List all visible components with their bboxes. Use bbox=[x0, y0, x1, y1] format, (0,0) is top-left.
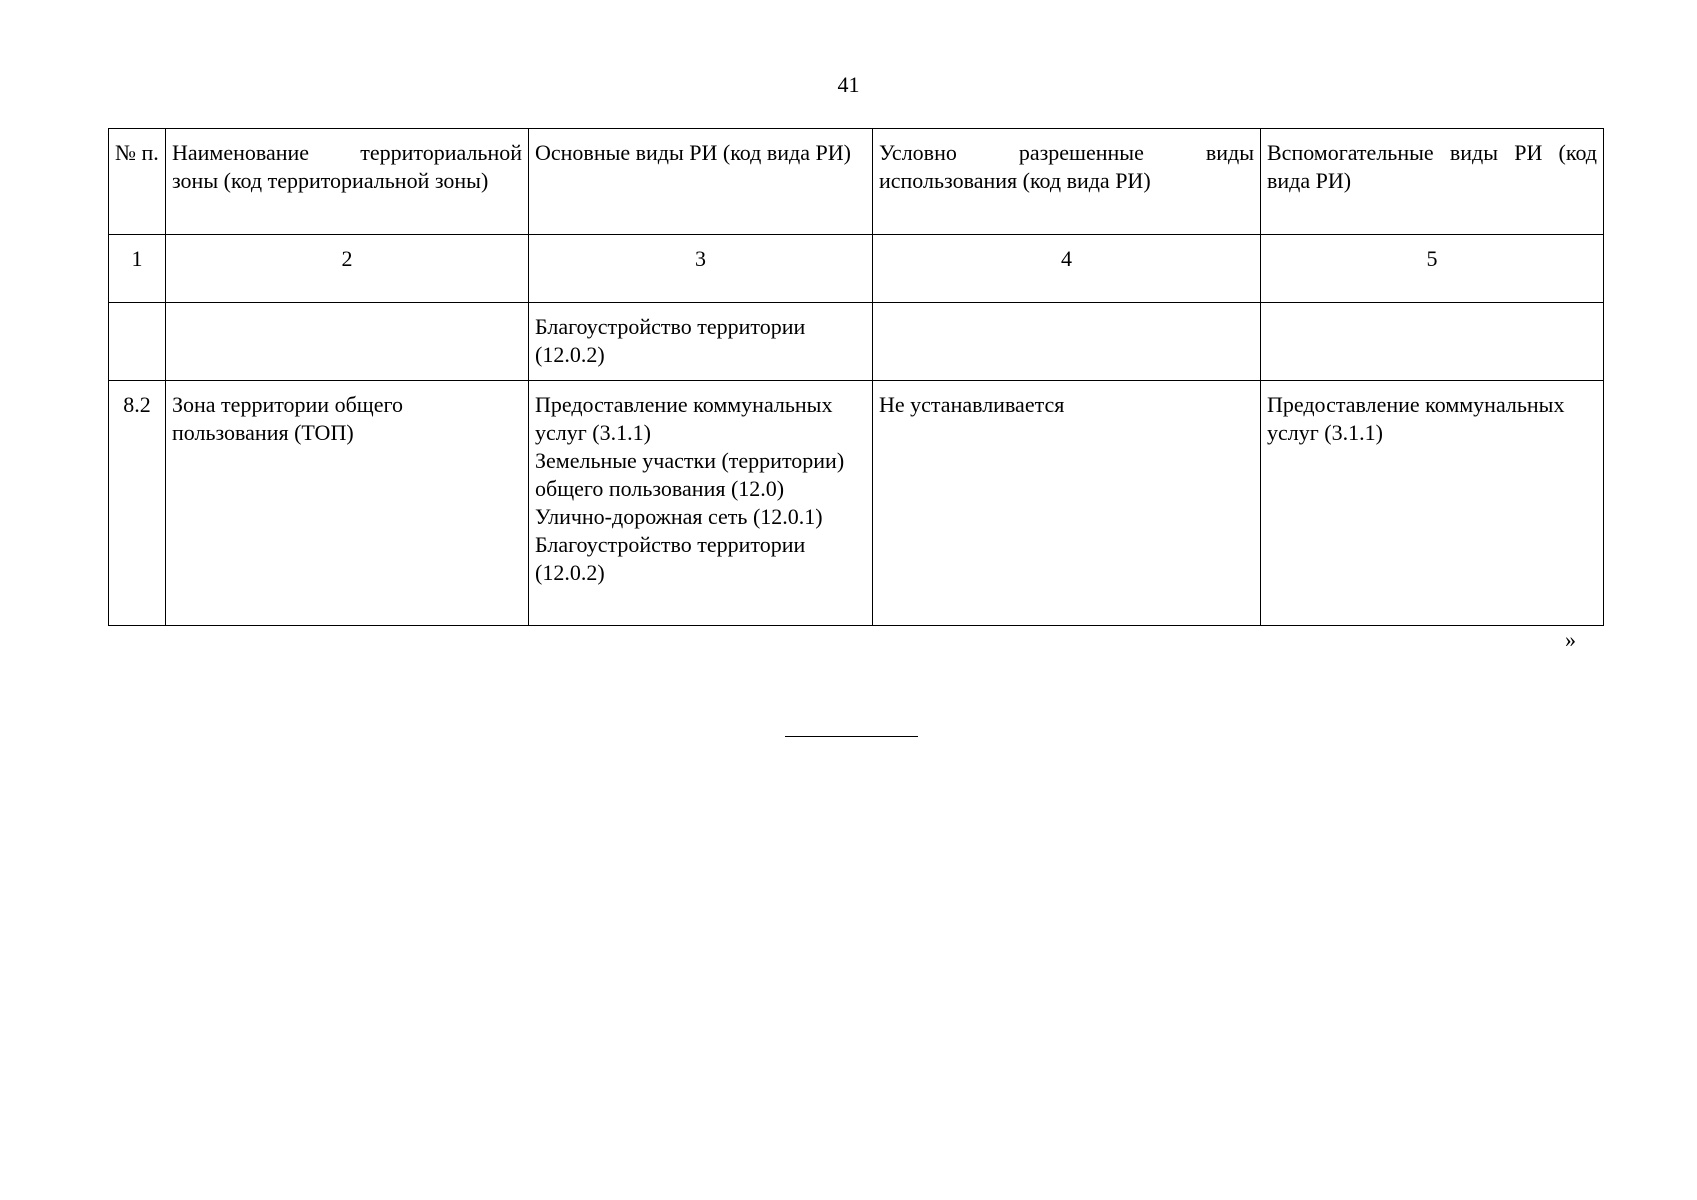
row-number-cell: 8.2 bbox=[109, 381, 166, 626]
main-use-item: Благоустройство территории (12.0.2) bbox=[535, 314, 806, 367]
header-conditional-uses: Условно разрешенные виды использования (код вида РИ) bbox=[873, 129, 1261, 235]
table-row bbox=[109, 303, 1604, 381]
conditional-uses-cell: Не устанавливается bbox=[873, 381, 1261, 626]
row-number-cell bbox=[109, 303, 166, 381]
zone-name-cell: Зона территории общего пользования (ТОП) bbox=[166, 381, 529, 626]
main-uses-cell bbox=[529, 303, 873, 381]
main-uses-cell bbox=[529, 381, 873, 626]
auxiliary-uses-cell bbox=[1261, 303, 1604, 381]
page-number: 41 bbox=[837, 72, 860, 97]
main-use-item: Предоставление коммунальных услуг (3.1.1) bbox=[535, 392, 833, 445]
table-row bbox=[109, 381, 1604, 626]
main-use-item: Земельные участки (территории) общего пользования (12.0) bbox=[535, 448, 845, 501]
conditional-uses-cell bbox=[873, 303, 1261, 381]
header-number: № п. bbox=[109, 129, 166, 235]
main-use-item: Благоустройство территории (12.0.2) bbox=[535, 532, 806, 585]
table-header-row bbox=[109, 129, 1604, 235]
auxiliary-uses-cell: Предоставление коммунальных услуг (3.1.1) bbox=[1261, 381, 1604, 626]
zones-table bbox=[108, 128, 1604, 626]
header-main-uses: Основные виды РИ (код вида РИ) bbox=[529, 129, 873, 235]
column-index-cell: 2 bbox=[166, 235, 529, 303]
main-use-item: Улично-дорожная сеть (12.0.1) bbox=[535, 504, 823, 529]
zone-name-cell bbox=[166, 303, 529, 381]
end-divider bbox=[785, 736, 918, 737]
header-zone-name: Наименование территориальной зоны (код территориальной зоны) bbox=[166, 129, 529, 235]
closing-quote: » bbox=[1565, 627, 1576, 652]
column-index-cell: 3 bbox=[529, 235, 873, 303]
column-index-cell: 5 bbox=[1261, 235, 1604, 303]
column-index-cell: 1 bbox=[109, 235, 166, 303]
column-index-cell: 4 bbox=[873, 235, 1261, 303]
column-index-row bbox=[109, 235, 1604, 303]
header-auxiliary-uses: Вспомогательные виды РИ (код вида РИ) bbox=[1261, 129, 1604, 235]
